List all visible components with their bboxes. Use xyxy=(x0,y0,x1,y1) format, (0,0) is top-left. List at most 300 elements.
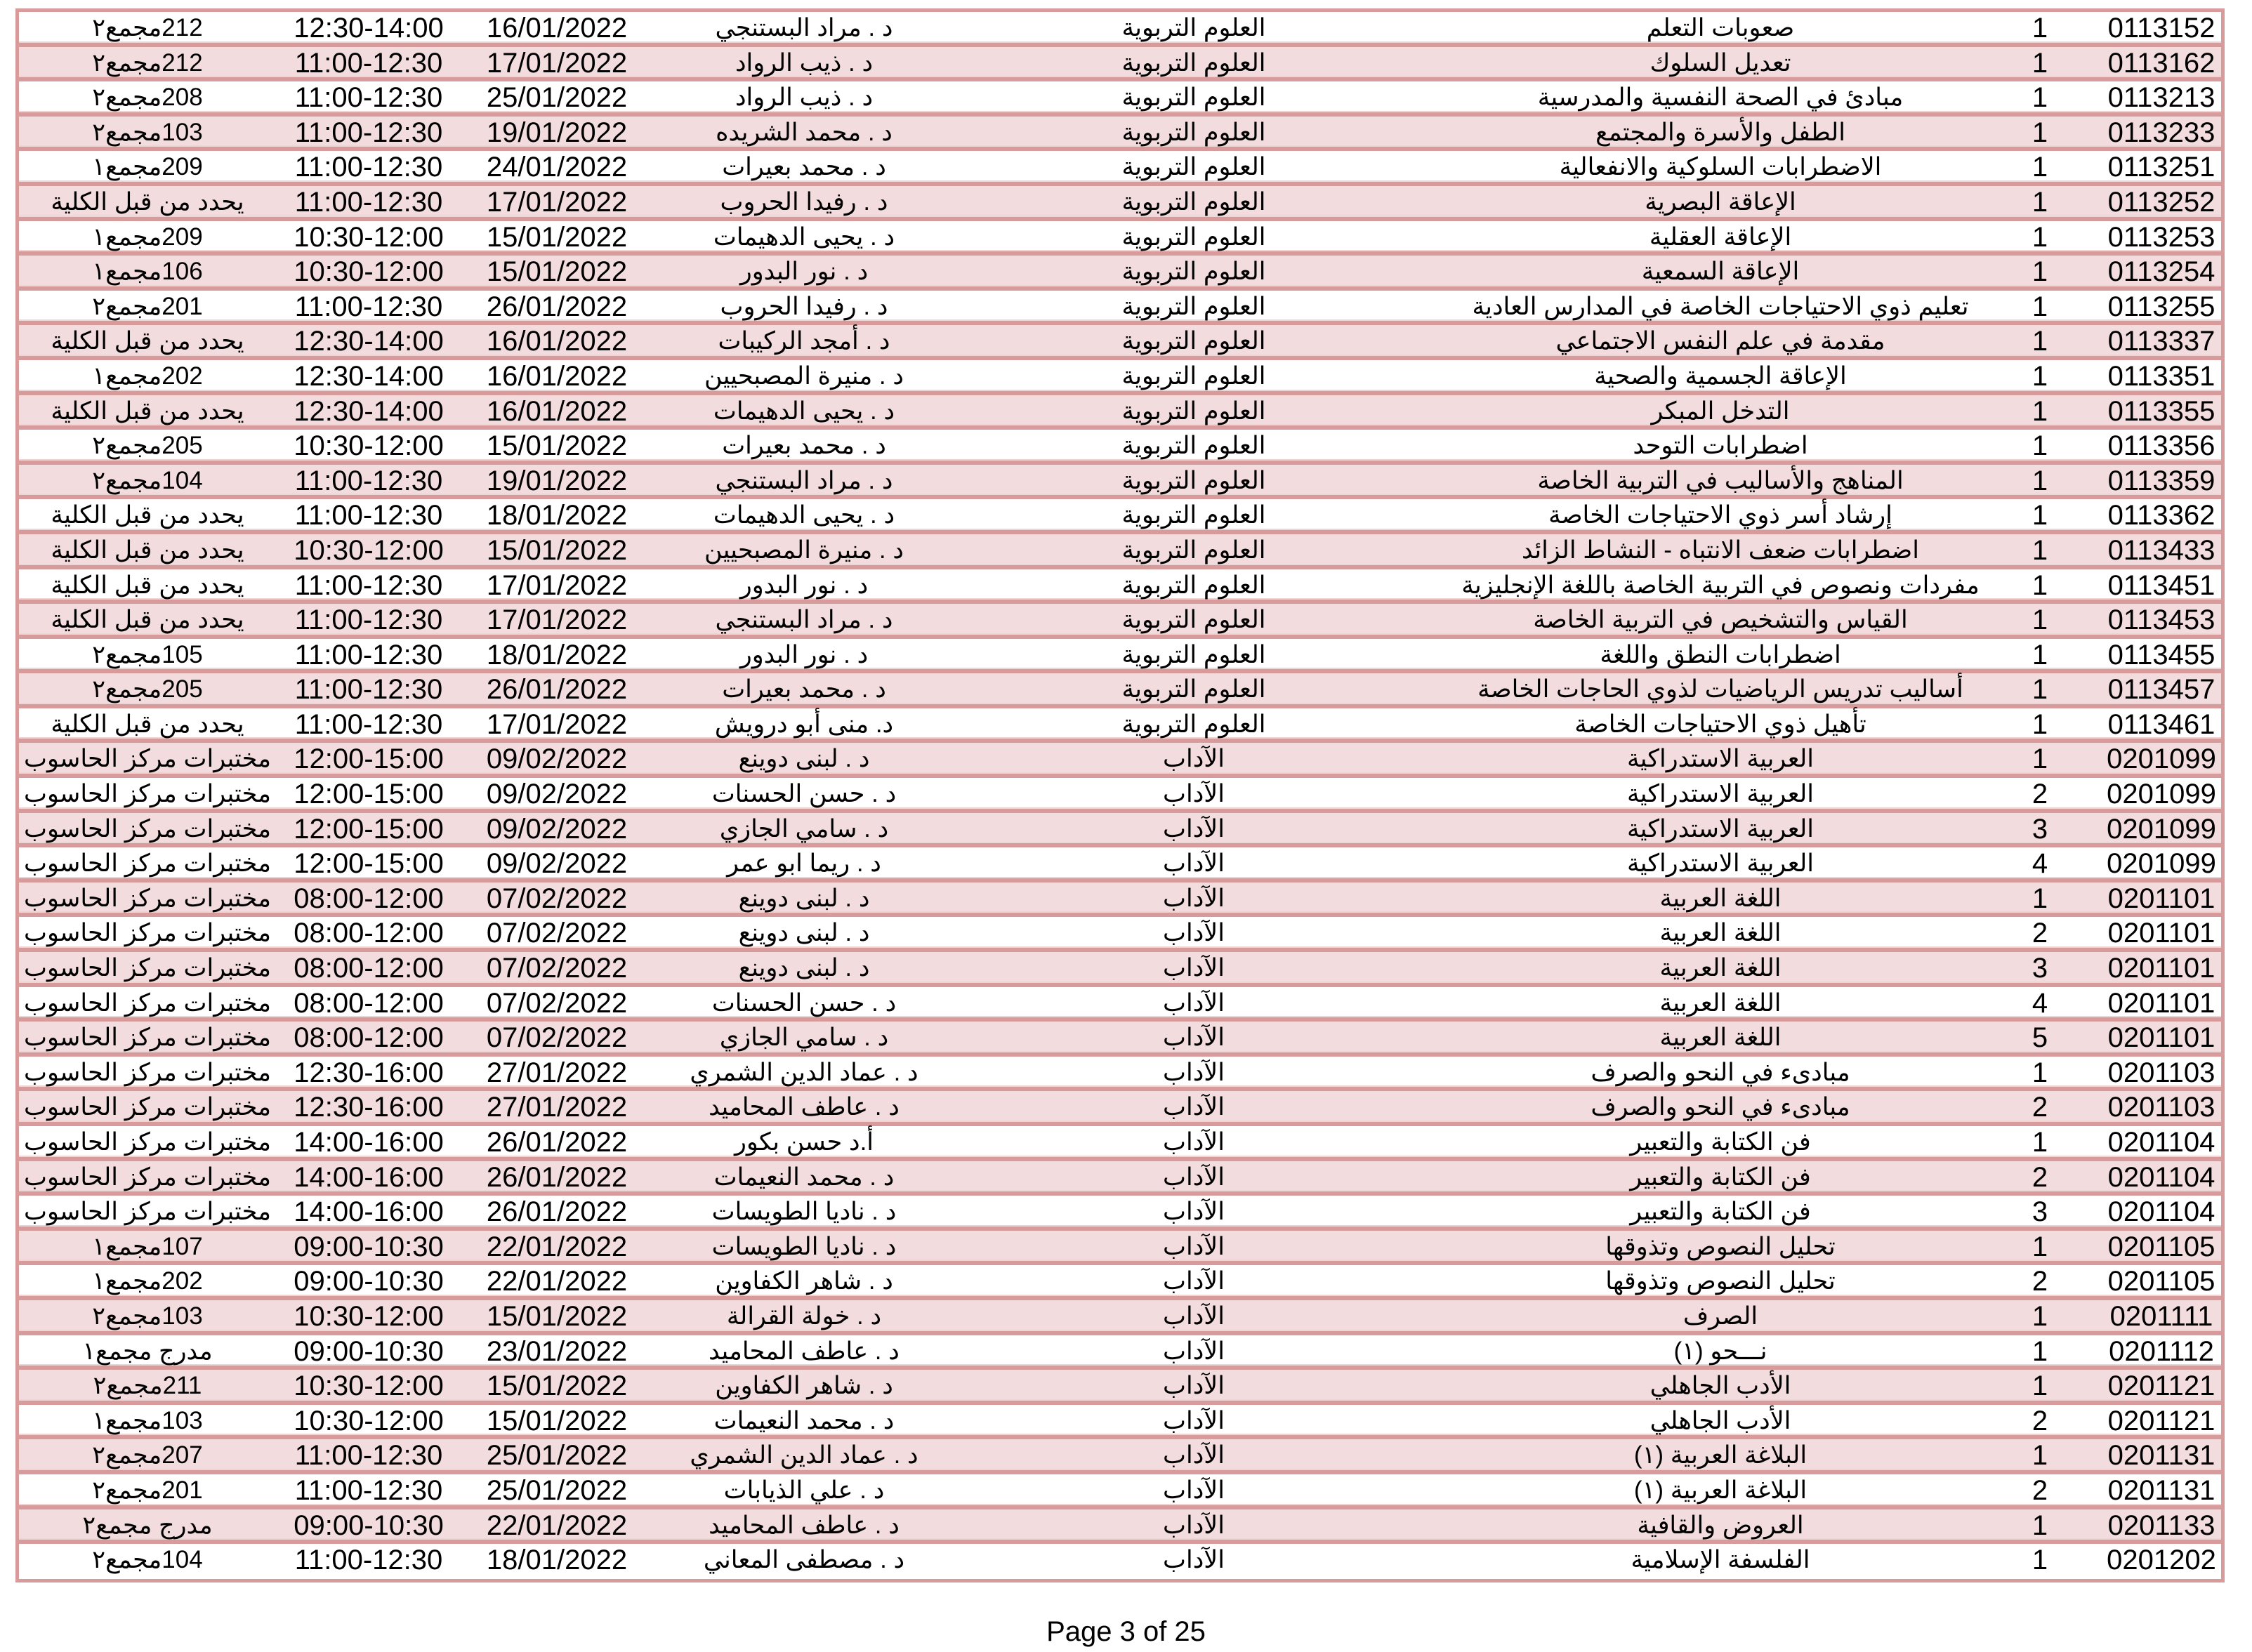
instructor-cell: د . محمد الشريده xyxy=(716,118,893,146)
room-cell: 103مجمع١ xyxy=(92,1406,203,1434)
course-name-cell: الإعاقة السمعية xyxy=(1641,258,1800,286)
date-cell: 26/01/2022 xyxy=(486,674,628,706)
section-cell: 1 xyxy=(2032,1127,2048,1158)
table-row xyxy=(19,1057,2221,1092)
time-cell: 10:30-12:00 xyxy=(294,221,444,253)
course-code-cell: 0113337 xyxy=(2107,326,2215,357)
faculty-cell: الآداب xyxy=(1163,1476,1225,1504)
date-cell: 15/01/2022 xyxy=(486,1300,628,1332)
date-cell: 07/02/2022 xyxy=(486,1022,628,1054)
date-cell: 15/01/2022 xyxy=(486,430,628,462)
instructor-cell: د . عماد الدين الشمري xyxy=(690,1058,918,1086)
time-cell: 14:00-16:00 xyxy=(294,1127,444,1158)
instructor-cell: د . ذيب الرواد xyxy=(735,48,874,77)
faculty-cell: الآداب xyxy=(1163,1406,1225,1434)
date-cell: 15/01/2022 xyxy=(486,534,628,566)
table-row xyxy=(19,1231,2221,1266)
course-name-cell: صعوبات التعلم xyxy=(1646,14,1795,41)
section-cell: 3 xyxy=(2032,813,2048,845)
course-name-cell: تأهيل ذوي الاحتياجات الخاصة xyxy=(1574,710,1866,738)
faculty-cell: الآداب xyxy=(1163,1232,1225,1260)
section-cell: 1 xyxy=(2032,604,2048,636)
course-name-cell: اضطرابات النطق واللغة xyxy=(1600,640,1841,668)
instructor-cell: د . ناديا الطويسات xyxy=(711,1232,897,1260)
room-cell: مختبرات مركز الحاسوب xyxy=(24,780,271,808)
course-name-cell: الأدب الجاهلي xyxy=(1650,1372,1791,1400)
course-name-cell: مقدمة في علم النفس الاجتماعي xyxy=(1555,327,1885,355)
faculty-cell: الآداب xyxy=(1163,989,1225,1017)
course-code-cell: 0113355 xyxy=(2107,395,2215,427)
instructor-cell: د . محمد النعيمات xyxy=(713,1163,895,1191)
course-name-cell: اللغة العربية xyxy=(1659,1024,1782,1052)
instructor-cell: د . يحيى الدهيمات xyxy=(713,223,895,251)
faculty-cell: الآداب xyxy=(1163,814,1225,842)
section-cell: 2 xyxy=(2032,918,2048,949)
course-name-cell: الطفل والأسرة والمجتمع xyxy=(1595,118,1845,146)
course-code-cell: 0201103 xyxy=(2107,1057,2215,1088)
time-cell: 10:30-12:00 xyxy=(294,1300,444,1332)
table-row xyxy=(19,221,2221,256)
course-name-cell: القياس والتشخيص في التربية الخاصة xyxy=(1533,606,1908,634)
instructor-cell: د . لبنى دوينع xyxy=(738,884,870,912)
course-name-cell: مبادئ في الصحة النفسية والمدرسية xyxy=(1537,84,1904,112)
room-cell: مختبرات مركز الحاسوب xyxy=(24,814,271,842)
instructor-cell: د . منيرة المصبحيين xyxy=(704,362,904,390)
table-row xyxy=(19,743,2221,778)
date-cell: 26/01/2022 xyxy=(486,1127,628,1158)
course-code-cell: 0201099 xyxy=(2107,779,2216,810)
room-cell: 211مجمع٢ xyxy=(93,1372,202,1400)
course-code-cell: 0113152 xyxy=(2107,13,2215,44)
time-cell: 08:00-12:00 xyxy=(294,918,444,949)
page-number: Page 3 of 25 xyxy=(1046,1616,1206,1647)
section-cell: 1 xyxy=(2032,1231,2048,1262)
faculty-cell: العلوم التربوية xyxy=(1121,118,1266,146)
room-cell: مختبرات مركز الحاسوب xyxy=(24,1024,271,1052)
section-cell: 1 xyxy=(2032,639,2048,670)
section-cell: 1 xyxy=(2032,534,2048,566)
table-row xyxy=(19,395,2221,430)
time-cell: 08:00-12:00 xyxy=(294,883,444,914)
course-code-cell: 0201121 xyxy=(2107,1370,2215,1402)
course-name-cell: تحليل النصوص وتذوقها xyxy=(1605,1232,1836,1260)
course-name-cell: تعديل السلوك xyxy=(1650,48,1791,77)
faculty-cell: الآداب xyxy=(1163,1198,1225,1226)
date-cell: 18/01/2022 xyxy=(486,639,628,670)
table-row xyxy=(19,847,2221,883)
time-cell: 10:30-12:00 xyxy=(294,256,444,288)
instructor-cell: د . سامي الجازي xyxy=(719,1024,889,1052)
date-cell: 25/01/2022 xyxy=(486,1440,628,1472)
room-cell: 105مجمع٢ xyxy=(92,640,203,668)
table-row xyxy=(19,117,2221,152)
course-code-cell: 0113351 xyxy=(2107,360,2215,392)
course-name-cell: العربية الاستدراكية xyxy=(1627,745,1814,773)
section-cell: 1 xyxy=(2032,430,2048,462)
room-cell: يحدد من قبل الكلية xyxy=(51,536,244,564)
course-code-cell: 0113253 xyxy=(2107,221,2215,253)
time-cell: 12:30-14:00 xyxy=(294,13,444,44)
table-row xyxy=(19,534,2221,569)
date-cell: 22/01/2022 xyxy=(486,1266,628,1297)
room-cell: 201مجمع٢ xyxy=(92,1476,203,1504)
time-cell: 11:00-12:30 xyxy=(294,82,443,114)
course-code-cell: 0201104 xyxy=(2107,1127,2215,1158)
table-row xyxy=(19,325,2221,360)
table-row xyxy=(19,708,2221,744)
faculty-cell: العلوم التربوية xyxy=(1121,84,1266,112)
course-name-cell: اضطرابات التوحد xyxy=(1633,432,1808,460)
room-cell: مختبرات مركز الحاسوب xyxy=(24,954,271,982)
date-cell: 15/01/2022 xyxy=(486,1405,628,1436)
table-row xyxy=(19,291,2221,326)
faculty-cell: العلوم التربوية xyxy=(1121,536,1266,564)
time-cell: 08:00-12:00 xyxy=(294,987,444,1019)
time-cell: 11:00-12:30 xyxy=(294,117,443,148)
course-name-cell: فن الكتابة والتعبير xyxy=(1630,1128,1811,1156)
room-cell: 202مجمع١ xyxy=(92,1267,203,1295)
instructor-cell: د . شاهر الكفاوين xyxy=(715,1372,893,1400)
faculty-cell: العلوم التربوية xyxy=(1121,675,1266,703)
faculty-cell: الآداب xyxy=(1163,745,1225,773)
course-code-cell: 0113455 xyxy=(2107,639,2215,670)
section-cell: 1 xyxy=(2032,744,2048,775)
room-cell: يحدد من قبل الكلية xyxy=(51,571,244,599)
room-cell: مختبرات مركز الحاسوب xyxy=(24,1128,271,1156)
date-cell: 07/02/2022 xyxy=(486,918,628,949)
course-code-cell: 0201131 xyxy=(2107,1440,2215,1472)
course-code-cell: 0201101 xyxy=(2107,987,2215,1019)
section-cell: 3 xyxy=(2032,1196,2048,1228)
table-row xyxy=(19,1022,2221,1057)
table-row xyxy=(19,917,2221,952)
faculty-cell: العلوم التربوية xyxy=(1121,501,1266,529)
time-cell: 11:00-12:30 xyxy=(294,1440,443,1472)
course-name-cell: التدخل المبكر xyxy=(1651,397,1790,425)
course-code-cell: 0201131 xyxy=(2107,1474,2215,1506)
time-cell: 11:00-12:30 xyxy=(294,674,443,706)
room-cell: مختبرات مركز الحاسوب xyxy=(24,1093,271,1121)
table-row xyxy=(19,1126,2221,1161)
instructor-cell: د . ناديا الطويسات xyxy=(711,1198,897,1226)
time-cell: 09:00-10:30 xyxy=(294,1335,444,1367)
date-cell: 22/01/2022 xyxy=(486,1231,628,1262)
room-cell: مختبرات مركز الحاسوب xyxy=(24,1163,271,1191)
instructor-cell: د . ذيب الرواد xyxy=(735,84,874,112)
course-code-cell: 0201101 xyxy=(2107,918,2215,949)
date-cell: 19/01/2022 xyxy=(486,465,628,496)
section-cell: 1 xyxy=(2032,326,2048,357)
time-cell: 12:00-15:00 xyxy=(294,848,444,880)
table-row xyxy=(19,952,2221,987)
date-cell: 15/01/2022 xyxy=(486,256,628,288)
room-cell: مختبرات مركز الحاسوب xyxy=(24,1198,271,1226)
table-row xyxy=(19,987,2221,1022)
instructor-cell: د . منيرة المصبحيين xyxy=(704,536,904,564)
section-cell: 1 xyxy=(2032,13,2048,44)
course-name-cell: الأدب الجاهلي xyxy=(1650,1406,1791,1434)
course-code-cell: 0201101 xyxy=(2107,883,2215,914)
instructor-cell: د . نور البدور xyxy=(739,571,869,599)
date-cell: 18/01/2022 xyxy=(486,1545,628,1576)
date-cell: 19/01/2022 xyxy=(486,117,628,148)
section-cell: 1 xyxy=(2032,1370,2048,1402)
section-cell: 1 xyxy=(2032,1335,2048,1367)
faculty-cell: الآداب xyxy=(1163,954,1225,982)
table-row xyxy=(19,1196,2221,1231)
time-cell: 11:00-12:30 xyxy=(294,639,443,670)
section-cell: 5 xyxy=(2032,1022,2048,1054)
time-cell: 12:30-14:00 xyxy=(294,360,444,392)
room-cell: يحدد من قبل الكلية xyxy=(51,710,244,738)
section-cell: 1 xyxy=(2032,1509,2048,1541)
date-cell: 16/01/2022 xyxy=(486,395,628,427)
date-cell: 16/01/2022 xyxy=(486,360,628,392)
time-cell: 12:30-14:00 xyxy=(294,395,444,427)
course-name-cell: العروض والقافية xyxy=(1637,1511,1804,1539)
date-cell: 27/01/2022 xyxy=(486,1092,628,1123)
time-cell: 11:00-12:30 xyxy=(294,186,443,218)
course-code-cell: 0113233 xyxy=(2107,117,2215,148)
time-cell: 08:00-12:00 xyxy=(294,1022,444,1054)
date-cell: 17/01/2022 xyxy=(486,708,628,740)
course-code-cell: 0201103 xyxy=(2107,1092,2215,1123)
instructor-cell: د . رفيدا الحروب xyxy=(720,187,888,216)
time-cell: 11:00-12:30 xyxy=(294,708,443,740)
room-cell: 103مجمع٢ xyxy=(92,118,203,146)
section-cell: 1 xyxy=(2032,82,2048,114)
faculty-cell: العلوم التربوية xyxy=(1121,466,1266,494)
course-name-cell: اللغة العربية xyxy=(1659,989,1782,1017)
date-cell: 23/01/2022 xyxy=(486,1335,628,1367)
course-name-cell: الصرف xyxy=(1683,1302,1758,1330)
faculty-cell: الآداب xyxy=(1163,1093,1225,1121)
table-row xyxy=(19,1509,2221,1545)
time-cell: 09:00-10:30 xyxy=(294,1509,444,1541)
section-cell: 1 xyxy=(2032,569,2048,601)
instructor-cell: د. منى أبو درويش xyxy=(714,710,894,738)
instructor-cell: د . مراد البستنجي xyxy=(715,466,893,494)
instructor-cell: د . ريما ابو عمر xyxy=(727,850,881,878)
course-code-cell: 0201101 xyxy=(2107,953,2215,984)
course-name-cell: اللغة العربية xyxy=(1659,884,1782,912)
course-code-cell: 0113451 xyxy=(2107,569,2215,601)
section-cell: 1 xyxy=(2032,47,2048,79)
table-row xyxy=(19,1091,2221,1126)
course-name-cell: مبادىء في النحو والصرف xyxy=(1591,1058,1850,1086)
faculty-cell: الآداب xyxy=(1163,780,1225,808)
faculty-cell: العلوم التربوية xyxy=(1121,292,1266,320)
date-cell: 17/01/2022 xyxy=(486,569,628,601)
faculty-cell: العلوم التربوية xyxy=(1121,432,1266,460)
instructor-cell: د . محمد بعيرات xyxy=(722,432,886,460)
section-cell: 2 xyxy=(2032,1266,2048,1297)
room-cell: 209مجمع١ xyxy=(92,153,203,181)
time-cell: 11:00-12:30 xyxy=(294,604,443,636)
date-cell: 09/02/2022 xyxy=(486,744,628,775)
section-cell: 1 xyxy=(2032,117,2048,148)
course-name-cell: العربية الاستدراكية xyxy=(1627,814,1814,842)
faculty-cell: الآداب xyxy=(1163,919,1225,947)
section-cell: 1 xyxy=(2032,1300,2048,1332)
course-code-cell: 0113461 xyxy=(2107,708,2215,740)
room-cell: 201مجمع٢ xyxy=(92,292,203,320)
room-cell: يحدد من قبل الكلية xyxy=(51,501,244,529)
instructor-cell: د . يحيى الدهيمات xyxy=(713,397,895,425)
room-cell: 103مجمع٢ xyxy=(92,1302,203,1330)
course-name-cell: اللغة العربية xyxy=(1659,919,1782,947)
date-cell: 25/01/2022 xyxy=(486,1474,628,1506)
course-code-cell: 0113162 xyxy=(2107,47,2215,79)
section-cell: 2 xyxy=(2032,1092,2048,1123)
course-code-cell: 0201133 xyxy=(2107,1509,2215,1541)
faculty-cell: الآداب xyxy=(1163,1441,1225,1469)
course-code-cell: 0201105 xyxy=(2107,1266,2215,1297)
section-cell: 1 xyxy=(2032,1545,2048,1576)
course-name-cell: العربية الاستدراكية xyxy=(1627,850,1814,878)
time-cell: 12:30-14:00 xyxy=(294,326,444,357)
course-name-cell: اضطرابات ضعف الانتباه - النشاط الزائد xyxy=(1522,536,1919,564)
room-cell: مختبرات مركز الحاسوب xyxy=(24,884,271,912)
instructor-cell: د . محمد بعيرات xyxy=(722,675,886,703)
date-cell: 22/01/2022 xyxy=(486,1509,628,1541)
date-cell: 07/02/2022 xyxy=(486,953,628,984)
table-row xyxy=(19,81,2221,117)
date-cell: 25/01/2022 xyxy=(486,82,628,114)
faculty-cell: العلوم التربوية xyxy=(1121,640,1266,668)
instructor-cell: د . عاطف المحاميد xyxy=(709,1093,900,1121)
room-cell: يحدد من قبل الكلية xyxy=(51,606,244,634)
faculty-cell: الآداب xyxy=(1163,1163,1225,1191)
date-cell: 26/01/2022 xyxy=(486,291,628,322)
time-cell: 10:30-12:00 xyxy=(294,1370,444,1402)
course-code-cell: 0201099 xyxy=(2107,848,2216,880)
table-row xyxy=(19,360,2221,395)
room-cell: 212مجمع٢ xyxy=(92,14,203,41)
section-cell: 2 xyxy=(2032,1161,2048,1193)
instructor-cell: د . حسن الحسنات xyxy=(711,989,897,1017)
course-name-cell: البلاغة العربية (١) xyxy=(1633,1441,1807,1469)
section-cell: 1 xyxy=(2032,500,2048,531)
course-name-cell: فن الكتابة والتعبير xyxy=(1630,1163,1811,1191)
instructor-cell: د . سامي الجازي xyxy=(719,814,889,842)
course-code-cell: 0113362 xyxy=(2107,500,2215,531)
course-name-cell: فن الكتابة والتعبير xyxy=(1630,1198,1811,1226)
table-row xyxy=(19,151,2221,186)
date-cell: 15/01/2022 xyxy=(486,1370,628,1402)
date-cell: 09/02/2022 xyxy=(486,848,628,880)
table-row xyxy=(19,12,2221,47)
instructor-cell: د . عماد الدين الشمري xyxy=(690,1441,918,1469)
course-code-cell: 0201101 xyxy=(2107,1022,2215,1054)
instructor-cell: د . عاطف المحاميد xyxy=(709,1337,900,1365)
time-cell: 11:00-12:30 xyxy=(294,47,443,79)
faculty-cell: الآداب xyxy=(1163,1302,1225,1330)
date-cell: 26/01/2022 xyxy=(486,1196,628,1228)
room-cell: 205مجمع٢ xyxy=(92,675,203,703)
course-code-cell: 0113252 xyxy=(2107,186,2215,218)
course-name-cell: أساليب تدريس الرياضيات لذوي الحاجات الخاصة xyxy=(1477,675,1963,703)
section-cell: 1 xyxy=(2032,674,2048,706)
course-name-cell: المناهج والأساليب في التربية الخاصة xyxy=(1537,466,1904,494)
section-cell: 1 xyxy=(2032,221,2048,253)
faculty-cell: العلوم التربوية xyxy=(1121,153,1266,181)
room-cell: 207مجمع٢ xyxy=(92,1441,203,1469)
instructor-cell: د . علي الذيابات xyxy=(723,1476,885,1504)
time-cell: 14:00-16:00 xyxy=(294,1161,444,1193)
room-cell: 104مجمع٢ xyxy=(92,466,203,494)
table-row xyxy=(19,639,2221,674)
instructor-cell: د . مراد البستنجي xyxy=(715,606,893,634)
instructor-cell: د . نور البدور xyxy=(739,258,869,286)
room-cell: 107مجمع١ xyxy=(92,1232,203,1260)
date-cell: 09/02/2022 xyxy=(486,813,628,845)
table-row xyxy=(19,1335,2221,1370)
faculty-cell: الآداب xyxy=(1163,1372,1225,1400)
time-cell: 11:00-12:30 xyxy=(294,1545,443,1576)
course-code-cell: 0113213 xyxy=(2107,82,2215,114)
course-code-cell: 0201099 xyxy=(2107,744,2216,775)
faculty-cell: الآداب xyxy=(1163,884,1225,912)
date-cell: 09/02/2022 xyxy=(486,779,628,810)
room-cell: يحدد من قبل الكلية xyxy=(51,187,244,216)
date-cell: 18/01/2022 xyxy=(486,500,628,531)
faculty-cell: الآداب xyxy=(1163,1128,1225,1156)
course-code-cell: 0201105 xyxy=(2107,1231,2215,1262)
time-cell: 14:00-16:00 xyxy=(294,1196,444,1228)
course-code-cell: 0201202 xyxy=(2107,1545,2216,1576)
section-cell: 1 xyxy=(2032,465,2048,496)
room-cell: 106مجمع١ xyxy=(92,258,203,286)
date-cell: 07/02/2022 xyxy=(486,883,628,914)
table-row xyxy=(19,430,2221,465)
faculty-cell: العلوم التربوية xyxy=(1121,223,1266,251)
date-cell: 17/01/2022 xyxy=(486,604,628,636)
faculty-cell: العلوم التربوية xyxy=(1121,606,1266,634)
faculty-cell: الآداب xyxy=(1163,1024,1225,1052)
time-cell: 12:00-15:00 xyxy=(294,744,444,775)
section-cell: 1 xyxy=(2032,256,2048,288)
course-code-cell: 0113251 xyxy=(2107,152,2215,183)
room-cell: 205مجمع٢ xyxy=(92,432,203,460)
table-row xyxy=(19,256,2221,291)
course-code-cell: 0201099 xyxy=(2107,813,2216,845)
table-row xyxy=(19,186,2221,221)
section-cell: 4 xyxy=(2032,848,2048,880)
time-cell: 12:30-16:00 xyxy=(294,1057,444,1088)
course-name-cell: إرشاد أسر ذوي الاحتياجات الخاصة xyxy=(1548,501,1892,529)
section-cell: 1 xyxy=(2032,291,2048,322)
room-cell: 209مجمع١ xyxy=(92,223,203,251)
section-cell: 1 xyxy=(2032,152,2048,183)
faculty-cell: العلوم التربوية xyxy=(1121,14,1266,41)
course-code-cell: 0201112 xyxy=(2109,1335,2214,1367)
instructor-cell: د . لبنى دوينع xyxy=(738,745,870,773)
exam-schedule-table xyxy=(15,8,2225,1582)
course-name-cell: الفلسفة الإسلامية xyxy=(1631,1546,1810,1574)
instructor-cell: د . لبنى دوينع xyxy=(738,954,870,982)
course-name-cell: البلاغة العربية (١) xyxy=(1633,1476,1807,1504)
course-name-cell: تعليم ذوي الاحتياجات الخاصة في المدارس العادية xyxy=(1472,292,1969,320)
date-cell: 27/01/2022 xyxy=(486,1057,628,1088)
time-cell: 10:30-12:00 xyxy=(294,534,444,566)
time-cell: 09:00-10:30 xyxy=(294,1231,444,1262)
time-cell: 11:00-12:30 xyxy=(294,569,443,601)
room-cell: مختبرات مركز الحاسوب xyxy=(24,850,271,878)
instructor-cell: د . محمد بعيرات xyxy=(722,153,886,181)
instructor-cell: د . شاهر الكفاوين xyxy=(715,1267,893,1295)
table-row xyxy=(19,778,2221,813)
